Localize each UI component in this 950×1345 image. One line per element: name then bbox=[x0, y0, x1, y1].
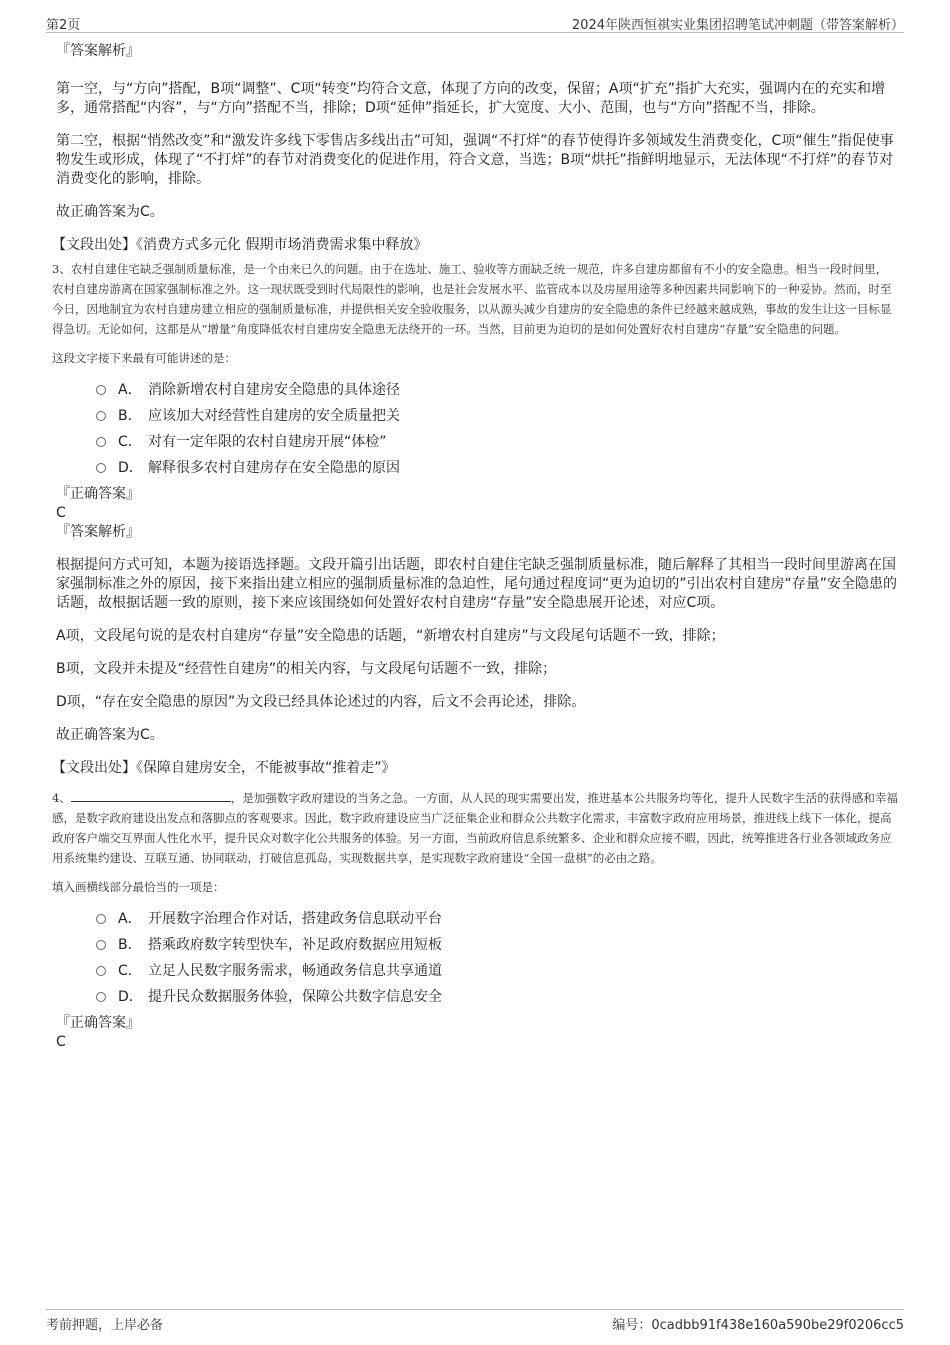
radio-icon[interactable] bbox=[96, 966, 106, 976]
q3-answer: C bbox=[56, 505, 66, 521]
q3-conclusion: 故正确答案为C。 bbox=[56, 727, 164, 743]
q3-source: 【文段出处】《保障自建房安全，不能被事故“推着走”》 bbox=[52, 760, 396, 776]
q3-analysis-paragraph-4: D项，“存在安全隐患的原因”为文段已经具体论述过的内容，后文不会再论述，排除。 bbox=[56, 694, 586, 710]
q3-analysis-paragraph-2: A项，文段尾句说的是农村自建房“存量”安全隐患的话题，“新增农村自建房”与文段尾句话题不一致，排除； bbox=[56, 628, 725, 644]
q3-analysis-paragraph-3: B项，文段并未提及“经营性自建房”的相关内容，与文段尾句话题不一致，排除； bbox=[56, 661, 557, 677]
radio-icon[interactable] bbox=[96, 940, 106, 950]
radio-icon[interactable] bbox=[96, 437, 106, 447]
q3-prompt: 这段文字接下来最有可能讲述的是： bbox=[52, 351, 236, 365]
page-footer bbox=[46, 1309, 904, 1333]
q3-option-a[interactable]: A． 消除新增农村自建房安全隐患的具体途径 bbox=[96, 377, 898, 403]
q4-options bbox=[56, 906, 898, 1010]
q3-option-c[interactable]: C． 对有一定年限的农村自建房开展“体检” bbox=[96, 429, 898, 455]
q3-analysis-paragraph-1: 根据提问方式可知，本题为接语选择题。文段开篇引出话题，即农村自建住宅缺乏强制质量标准，随后解释了其相当一段时间里游离在国家强制标准之外的原因，接下来指出建立相应的强制质量标准的急迫性，尾句通过程度词“更为迫切的”引出农村自建房“存量”安全隐患的话题，故根据话题一致的原则，接下来应该围绕如何处置好农村自建房“存量”安全隐患展开论述，对应C项。 bbox=[56, 557, 898, 611]
q3-option-d[interactable]: D． 解释很多农村自建房存在安全隐患的原因 bbox=[96, 455, 898, 481]
q2-analysis-paragraph-1: 第一空，与“方向”搭配，B项“调整”、C项“转变”均符合文意，体现了方向的改变，保留；A项“扩充”指扩大充实，强调内在的充实和增多，通常搭配“内容”，与“方向”搭配不当，排除；D项“延伸”指延长，扩大宽度、大小、范围，也与“方向”搭配不当，排除。 bbox=[56, 81, 885, 116]
document-code: 编号：0cadbb91f438e160a590be29f0206cc5 bbox=[612, 1318, 904, 1333]
fill-in-blank bbox=[71, 789, 231, 802]
footer-slogan: 考前押题，上岸必备 bbox=[46, 1318, 164, 1333]
q3-stem: 3、农村自建住宅缺乏强制质量标准，是一个由来已久的问题。由于在选址、施工、验收等方面缺乏统一规范，许多自建房都留有不小的安全隐患。相当一段时间里，农村自建房游离在国家强制标准之外。这一现状既受到时代局限性的影响，也是社会发展水平、监管成本以及房屋用途等多种因素共同影响下的一种妥协。然而，时至今日，因地制宜为农村自建房建立相应的强制质量标准，并提供相关安全验收服务，以从源头减少自建房的安全隐患的条件已经越来越成熟，事故的发生让这一目标显得急切。无论如何，这都是从“增量”角度降低农村自建房安全隐患无法绕开的一环。当然，目前更为迫切的是如何处置好农村自建房“存量”安全隐患的问题。 bbox=[52, 262, 892, 336]
q3-options bbox=[56, 377, 898, 481]
q4-answer-heading: 『正确答案』 bbox=[56, 1015, 140, 1031]
document-title: 2024年陕西恒祺实业集团招聘笔试冲刺题（带答案解析） bbox=[571, 18, 904, 33]
q2-conclusion: 故正确答案为C。 bbox=[56, 204, 164, 220]
q4-option-b[interactable]: B． 搭乘政府数字转型快车，补足政府数据应用短板 bbox=[96, 932, 898, 958]
page-number: 第2页 bbox=[46, 18, 81, 33]
radio-icon[interactable] bbox=[96, 463, 106, 473]
q3-analysis-heading: 『答案解析』 bbox=[56, 524, 140, 540]
q4-prompt: 填入画横线部分最恰当的一项是： bbox=[52, 880, 225, 894]
q4-answer: C bbox=[56, 1034, 66, 1050]
radio-icon[interactable] bbox=[96, 385, 106, 395]
radio-icon[interactable] bbox=[96, 914, 106, 924]
page-content bbox=[52, 42, 898, 1052]
q4-option-d[interactable]: D． 提升民众数据服务体验，保障公共数字信息安全 bbox=[96, 984, 898, 1010]
radio-icon[interactable] bbox=[96, 411, 106, 421]
q4-stem: 4、 ，是加强数字政府建设的当务之急。一方面，从人民的现实需要出发，推进基本公共服务均等化，提升人民数字生活的获得感和幸福感，是数字政府建设出发点和落脚点的客观要求。因此，数字政府建设应当广泛征集企业和群众公共数字化需求，丰富数字政府应用场景，推进线上线下一体化，提高政府客户端交互界面人性化水平，提升民众对数字化公共服务的体验。另一方面，当前政府信息系统繁多、企业和群众应接不暇，因此，统筹推进各行业各领域政务应用系统集约建设、互联互通、协同联动，打破信息孤岛，实现数据共享，是实现数字政府建设“全国一盘棋”的必由之路。 bbox=[52, 791, 898, 865]
q2-source: 【文段出处】《消费方式多元化 假期市场消费需求集中释放》 bbox=[52, 237, 428, 253]
q2-analysis-heading: 『答案解析』 bbox=[56, 43, 140, 59]
page-header bbox=[46, 12, 904, 33]
q3-answer-heading: 『正确答案』 bbox=[56, 486, 140, 502]
q4-option-c[interactable]: C． 立足人民数字服务需求，畅通政务信息共享通道 bbox=[96, 958, 898, 984]
q3-option-b[interactable]: B． 应该加大对经营性自建房的安全质量把关 bbox=[96, 403, 898, 429]
q4-option-a[interactable]: A． 开展数字治理合作对话，搭建政务信息联动平台 bbox=[96, 906, 898, 932]
radio-icon[interactable] bbox=[96, 992, 106, 1002]
q2-analysis-paragraph-2: 第二空，根据“悄然改变”和“激发许多线下零售店多线出击”可知，强调“不打烊”的春节使得许多领域发生消费变化，C项“催生”指促使事物发生或形成，体现了“不打烊”的春节对消费变化的促进作用，符合文意，当选；B项“烘托”指鲜明地显示，无法体现“不打烊”的春节对消费变化的影响，排除。 bbox=[56, 133, 894, 187]
